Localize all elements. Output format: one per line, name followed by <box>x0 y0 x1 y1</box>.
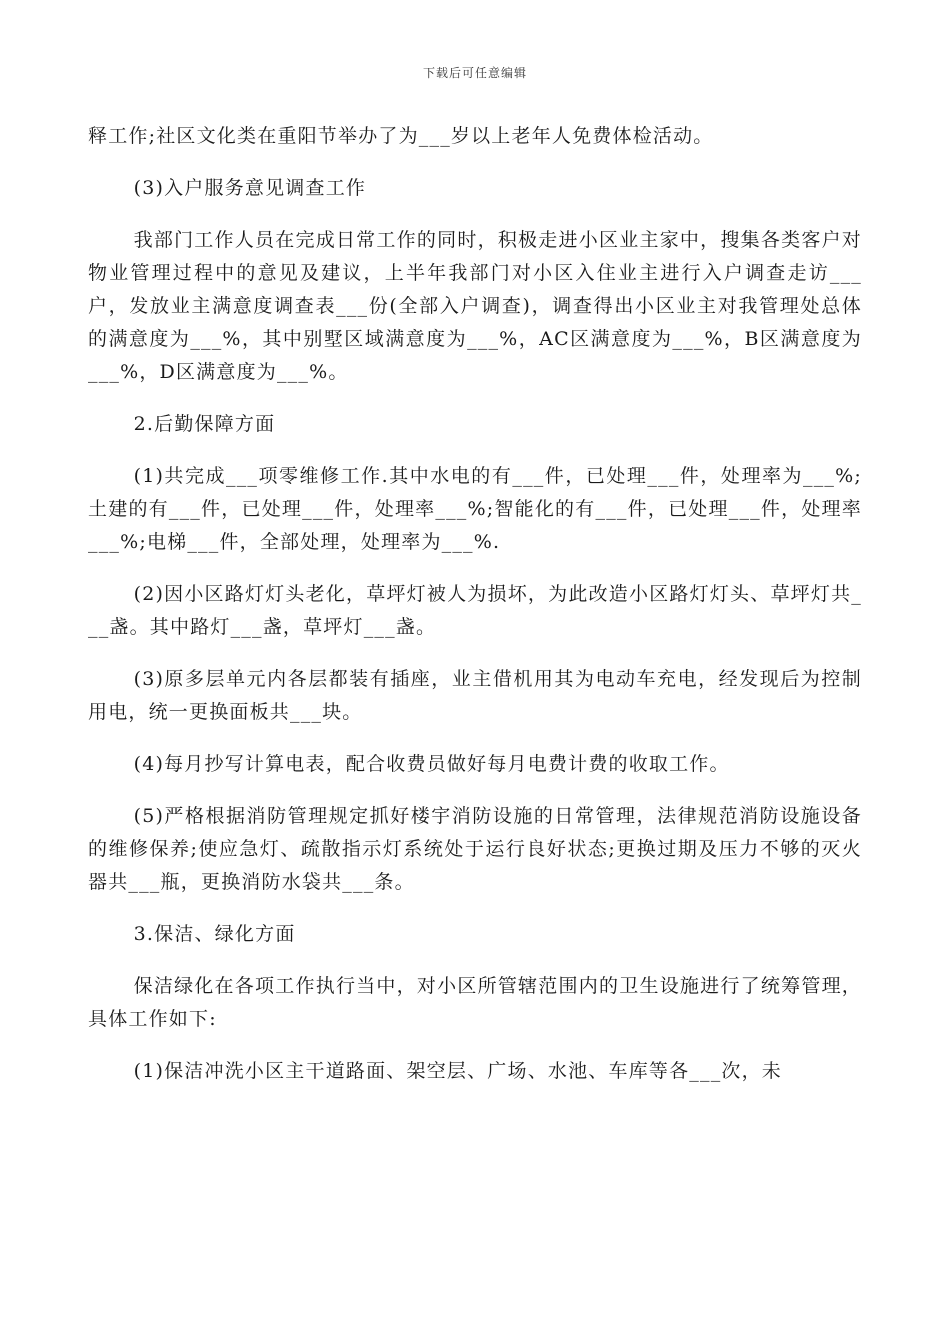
paragraph-sockets: (3)原多层单元内各层都装有插座，业主借机用其为电动车充电，经发现后为控制用电，统一更换面板共___块。 <box>88 668 862 723</box>
paragraph-cleaning-roads: (1)保洁冲洗小区主干道路面、架空层、广场、水池、车库等各___次，未 <box>133 1060 783 1082</box>
paragraph-cleaning-intro: 保洁绿化在各项工作执行当中，对小区所管辖范围内的卫生设施进行了统筹管理，具体工作如下: <box>88 975 862 1030</box>
paragraph-meter-reading: (4)每月抄写计算电表，配合收费员做好每月电费计费的收取工作。 <box>133 753 730 775</box>
paragraph-street-lights: (2)因小区路灯灯头老化，草坪灯被人为损坏，为此改造小区路灯灯头、草坪灯共___盏。其中路灯___盏，草坪灯___盏。 <box>88 583 862 638</box>
document-body <box>88 120 862 1107</box>
page-header-note: 下载后可任意编辑 <box>422 66 527 80</box>
paragraph-repairs: (1)共完成___项零维修工作.其中水电的有___件，已处理___件，处理率为___%;土建的有___件，已处理___件，处理率___%;智能化的有___件，已处理___件，处理率___%;电梯___件，全部处理，处理率为___%. <box>88 465 862 553</box>
section-heading-cleaning: 3.保洁、绿化方面 <box>133 923 296 945</box>
paragraph-household-survey: 我部门工作人员在完成日常工作的同时，积极走进小区业主家中，搜集各类客户对物业管理过程中的意见及建议，上半年我部门对小区入住业主进行入户调查走访___户，发放业主满意度调查表___份(全部入户调查)，调查得出小区业主对我管理处总体的满意度为___%，其中别墅区域满意度为___%，AC区满意度为___%，B区满意度为___%，D区满意度为___%。 <box>88 229 862 383</box>
paragraph-fire-safety: (5)严格根据消防管理规定抓好楼宇消防设施的日常管理，法律规范消防设施设备的维修保养;使应急灯、疏散指示灯系统处于运行良好状态;更换过期及压力不够的灭火器共___瓶，更换消防水袋共___条。 <box>88 805 862 893</box>
section-heading-logistics: 2.后勤保障方面 <box>133 413 276 435</box>
subheading-household-survey: (3)入户服务意见调查工作 <box>133 177 367 199</box>
paragraph-continuation: 释工作;社区文化类在重阳节举办了为___岁以上老年人免费体检活动。 <box>88 125 714 147</box>
